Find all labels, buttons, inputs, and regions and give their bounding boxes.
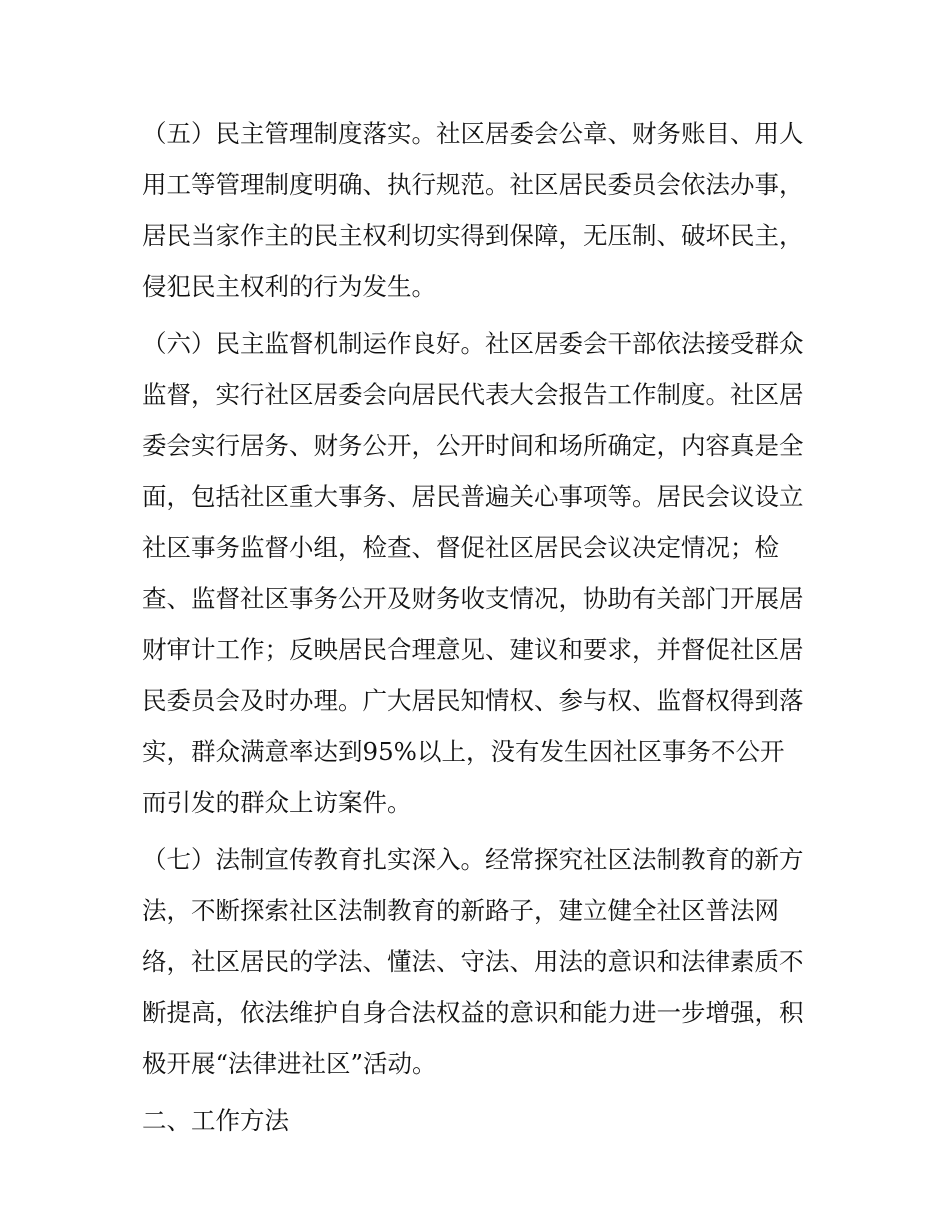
section-heading: 二、工作方法: [142, 1106, 289, 1135]
paragraph-six: [142, 318, 812, 828]
paragraph-five: [142, 108, 812, 312]
text-line: 面，包括社区重大事务、居民普遍关心事项等。居民会议设立: [142, 482, 804, 511]
text-line: 用工等管理制度明确、执行规范。社区居民委员会依法办事，: [142, 170, 804, 199]
text-line: 查、监督社区事务公开及财务收支情况，协助有关部门开展居: [142, 584, 804, 613]
text-line: 法，不断探索社区法制教育的新路子，建立健全社区普法网: [142, 896, 779, 925]
section-heading-work-methods: [142, 1095, 812, 1146]
text-line: 极开展“法律进社区”活动。: [142, 1049, 437, 1078]
text-line: 络，社区居民的学法、懂法、守法、用法的意识和法律素质不: [142, 947, 804, 976]
text-line: 财审计工作；反映居民合理意见、建议和要求，并督促社区居: [142, 635, 804, 664]
text-line: 实，群众满意率达到95%以上，没有发生因社区事务不公开: [142, 737, 785, 766]
paragraph-seven: [142, 834, 812, 1089]
text-line: 监督，实行社区居委会向居民代表大会报告工作制度。社区居: [142, 380, 804, 409]
text-line: 侵犯民主权利的行为发生。: [142, 272, 436, 301]
text-line: 民委员会及时办理。广大居民知情权、参与权、监督权得到落: [142, 686, 804, 715]
text-line: 居民当家作主的民主权利切实得到保障，无压制、破坏民主，: [142, 221, 804, 250]
text-line: 断提高，依法维护自身合法权益的意识和能力进一步增强，积: [142, 998, 804, 1027]
document-body: [142, 108, 812, 1146]
text-line: （六）民主监督机制运作良好。社区居委会干部依法接受群众: [142, 329, 804, 358]
text-line: 委会实行居务、财务公开，公开时间和场所确定，内容真是全: [142, 431, 804, 460]
text-line: （七）法制宣传教育扎实深入。经常探究社区法制教育的新方: [142, 845, 804, 874]
text-line: 社区事务监督小组，检查、督促社区居民会议决定情况；检: [142, 533, 779, 562]
text-line: （五）民主管理制度落实。社区居委会公章、财务账目、用人: [142, 119, 804, 148]
text-line: 而引发的群众上访案件。: [142, 788, 412, 817]
